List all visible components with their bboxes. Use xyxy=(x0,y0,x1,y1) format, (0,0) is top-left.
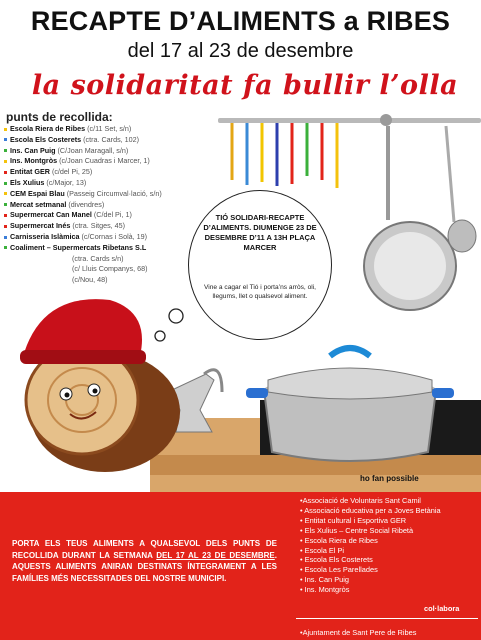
cta-dates: DEL 17 AL 23 DE DESEMBRE xyxy=(156,550,275,560)
organizer-item: • Escola Els Costerets xyxy=(300,555,373,565)
thought-dot-icon xyxy=(169,309,183,323)
collection-point-address: (ctra. Cards, 102) xyxy=(83,134,140,144)
collection-point-address: (c/Joan Cuadras i Marcer, 1) xyxy=(59,156,150,166)
fan-possible-label: ho fan possible xyxy=(360,474,419,483)
collection-points-list xyxy=(4,124,214,286)
collection-point-item xyxy=(4,146,214,157)
organizer-item: • Escola El Pi xyxy=(300,545,345,555)
tio-log-icon xyxy=(20,299,180,472)
collection-point-name: Coaliment – Supermercats Ribetans S.L xyxy=(10,242,147,252)
collection-point-item xyxy=(4,167,214,178)
organizer-item: • Els Xulius – Centre Social Ribetà xyxy=(300,525,414,535)
collection-point-address: (Passeig Circumval·lació, s/n) xyxy=(66,188,162,198)
organizer-item: • Ins. Can Puig xyxy=(300,575,350,585)
bullet-icon xyxy=(4,214,7,217)
collection-point-address: (c/Cornas i Solà, 19) xyxy=(81,231,148,241)
bullet-icon xyxy=(4,182,7,185)
collection-point-name: CEM Espai Blau xyxy=(10,188,65,198)
collection-point-item xyxy=(4,243,214,254)
collection-point-name: Ins. Montgròs xyxy=(10,156,58,166)
collabora-label: col·labora xyxy=(424,604,460,613)
rail-bracket-icon xyxy=(380,114,392,126)
collection-point-name: Escola Riera de Ribes xyxy=(10,124,86,133)
collection-point-item xyxy=(4,200,214,211)
bullet-icon xyxy=(4,192,7,195)
bullet-icon xyxy=(4,236,7,239)
bullet-icon xyxy=(4,171,7,174)
tio-event-title: TIÓ SOLIDARI-RECAPTE D’ALIMENTS. DIUMENGE 23 DE DESEMBRE D’11 A 13H PLAÇA MARCER xyxy=(203,213,317,252)
organizer-item: •Associació de Voluntaris Sant Camil xyxy=(300,496,421,505)
collection-point-address: (divendres) xyxy=(68,199,105,209)
collection-point-item xyxy=(4,210,214,221)
collection-point-name: Entitat GER xyxy=(10,167,50,177)
collection-point-name: Escola Els Costerets xyxy=(10,134,82,144)
bullet-icon xyxy=(4,149,7,152)
collection-point-address: (c/Major, 13) xyxy=(46,177,87,187)
collection-point-name: Carnisseria Islàmica xyxy=(10,231,80,241)
poster-dates: del 17 al 23 de desembre xyxy=(127,40,354,62)
collection-point-address: (ctra. Sitges, 45) xyxy=(72,221,126,231)
collaborator-name: •Ajuntament de Sant Pere de Ribes xyxy=(300,628,417,637)
organizers-list xyxy=(300,496,475,595)
tio-event-subtitle: Vine a cagar el Tió i porta’ns arròs, oli, llegums, llet o qualsevol aliment. xyxy=(203,284,317,300)
collection-point-name: Els Xulius xyxy=(10,177,45,187)
organizer-item: • Entitat cultural i Esportiva GER xyxy=(300,515,407,525)
ladle-icon xyxy=(446,126,476,252)
collection-point-address: (c/11 Set, s/n) xyxy=(87,124,132,133)
collection-point-extra-address: (c/ Lluis Companys, 68) xyxy=(72,264,148,274)
collection-point-item xyxy=(4,221,214,232)
bullet-icon xyxy=(4,128,7,131)
collection-point-item xyxy=(4,178,214,189)
hanging-utensils xyxy=(232,123,337,188)
collection-point-item xyxy=(4,156,214,167)
organizer-item: • Escola Les Parellades xyxy=(300,565,378,575)
bullet-icon xyxy=(4,138,7,141)
bullet-icon xyxy=(4,160,7,163)
thought-dot-icon xyxy=(155,331,165,341)
organizer-item: • Escola Riera de Ribes xyxy=(300,535,378,545)
collection-point-address: (C/del Pi, 1) xyxy=(93,210,132,220)
bullet-icon xyxy=(4,203,7,206)
organizer-item: • Associació educativa per a Joves Betània xyxy=(300,505,441,515)
bullet-icon xyxy=(4,246,7,249)
cooking-pot-icon xyxy=(246,348,454,461)
collection-point-item xyxy=(4,232,214,243)
poster-slogan: la solidaritat fa bullir l’olla xyxy=(31,70,459,101)
collection-point-extra-address: (ctra. Cards s/n) xyxy=(72,253,124,263)
utensil-rail xyxy=(218,118,481,123)
collection-point-address: (C/Joan Maragall, s/n) xyxy=(57,145,129,155)
bullet-icon xyxy=(4,225,7,228)
collection-point-address: (c/del Pi, 25) xyxy=(51,167,93,177)
collection-points-title: punts de recollida: xyxy=(6,110,113,124)
collection-point-item xyxy=(4,135,214,146)
organizer-item: • Ins. Montgròs xyxy=(300,585,350,595)
cta-text-part1: PORTA ELS TEUS ALIMENTS A QUALSEVOL DELS PUNTS DE RECOLLIDA DURANT LA SETMANA xyxy=(12,539,277,560)
collection-point-extra-address: (c/Nou, 48) xyxy=(72,275,108,285)
collection-point-item xyxy=(4,189,214,200)
call-to-action xyxy=(12,538,277,584)
hanging-pan-icon xyxy=(364,126,456,310)
collection-point-name: Supermercat Inés xyxy=(10,221,71,231)
poster-title: RECAPTE D’ALIMENTS a RIBES xyxy=(30,6,451,36)
cta-text-part2: . AQUESTS ALIMENTS ANIRAN DESTINATS ÍNTEGRAMENT A LES FAMÍLIES MÉS NECESSITADES DEL NOSTRE MUNICIPI. xyxy=(12,550,277,583)
collection-point-item xyxy=(4,124,214,135)
collection-point-name: Ins. Can Puig xyxy=(10,145,56,155)
collection-point-name: Mercat setmanal xyxy=(10,199,67,209)
footer-divider xyxy=(296,618,478,619)
collection-point-name: Supermercat Can Manel xyxy=(10,210,92,220)
